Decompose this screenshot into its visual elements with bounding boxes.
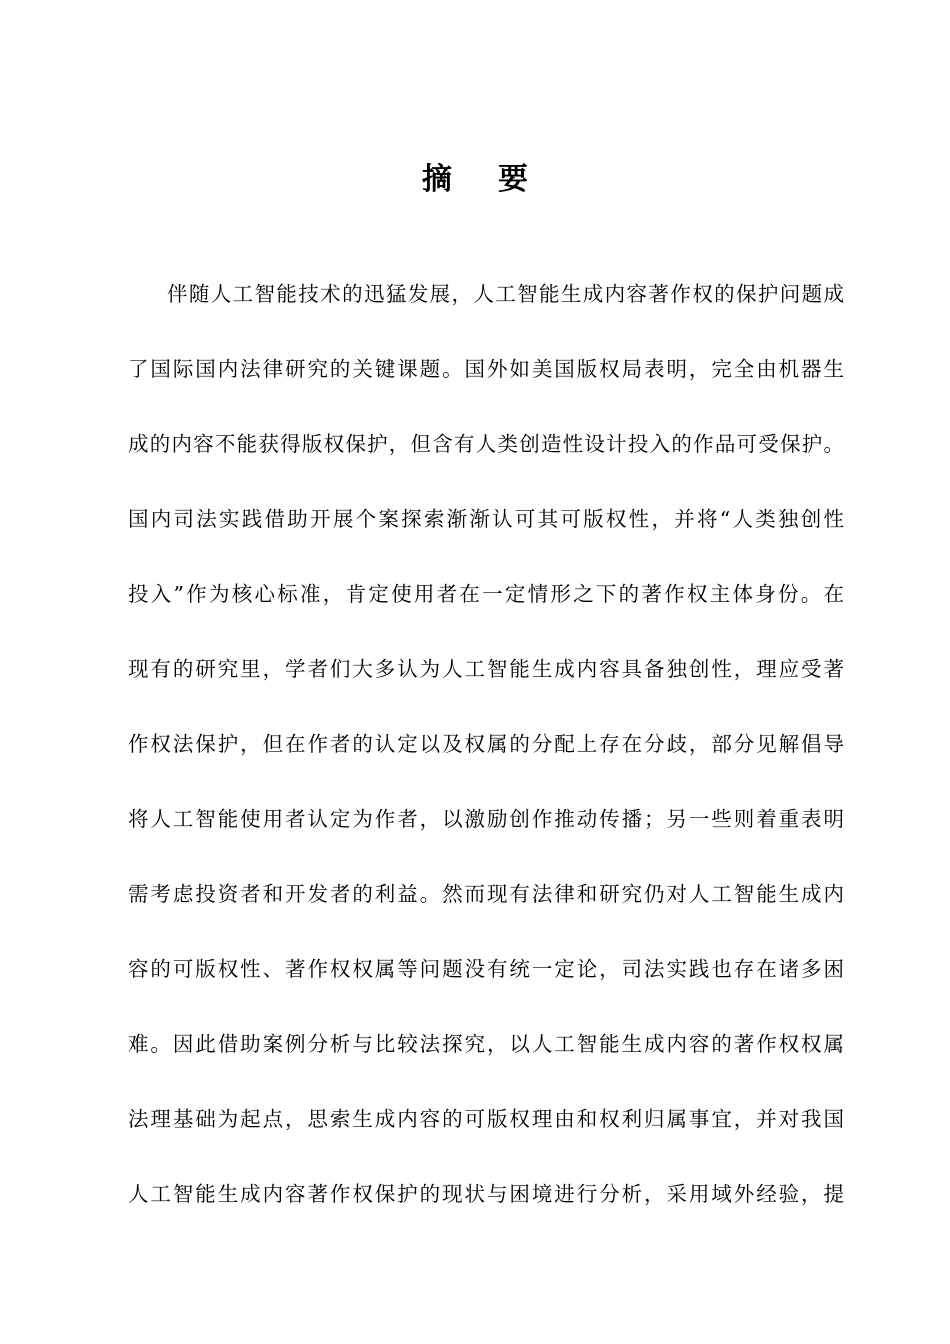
abstract-line: 人工智能生成内容著作权保护的现状与困境进行分析，采用域外经验，提 (128, 1182, 844, 1206)
abstract-line: 伴随人工智能技术的迅猛发展，人工智能生成内容著作权的保护问题成 (167, 282, 844, 306)
abstract-line: 现有的研究里，学者们大多认为人工智能生成内容具备独创性，理应受著 (128, 657, 844, 681)
abstract-line: 法理基础为起点，思索生成内容的可版权理由和权利归属事宜，并对我国 (128, 1107, 844, 1131)
abstract-line: 国内司法实践借助开展个案探索渐渐认可其可版权性，并将“人类独创性 (128, 507, 844, 531)
abstract-line: 作权法保护，但在作者的认定以及权属的分配上存在分歧，部分见解倡导 (128, 732, 844, 756)
abstract-line: 容的可版权性、著作权权属等问题没有统一定论，司法实践也存在诸多困 (128, 957, 844, 981)
abstract-line: 成的内容不能获得版权保护，但含有人类创造性设计投入的作品可受保护。 (128, 432, 844, 456)
abstract-body (128, 276, 844, 1251)
abstract-line: 投入”作为核心标准，肯定使用者在一定情形之下的著作权主体身份。在 (128, 582, 844, 606)
abstract-line: 了国际国内法律研究的关键课题。国外如美国版权局表明，完全由机器生 (128, 357, 844, 381)
abstract-line: 需考虑投资者和开发者的利益。然而现有法律和研究仍对人工智能生成内 (128, 882, 844, 906)
page-title: 摘要 (422, 162, 574, 197)
abstract-line: 将人工智能使用者认定为作者，以激励创作推动传播；另一些则着重表明 (128, 807, 844, 831)
abstract-line: 难。因此借助案例分析与比较法探究，以人工智能生成内容的著作权权属 (128, 1032, 844, 1056)
